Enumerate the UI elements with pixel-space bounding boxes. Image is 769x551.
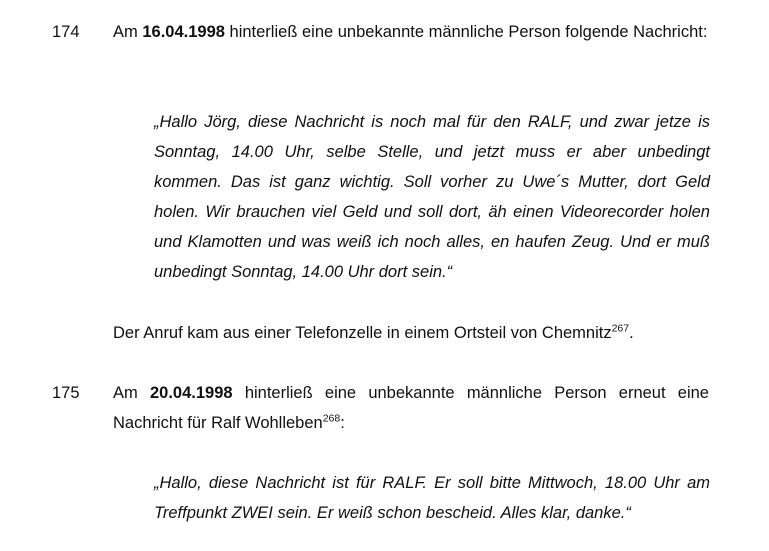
paragraph-174-note: [113, 318, 634, 348]
footnote-ref-267[interactable]: 267: [611, 322, 630, 335]
paragraph-number-175: 175: [52, 384, 80, 402]
paragraph-174-intro-after: hinterließ eine unbekannte männliche Person folgende Nachricht:: [229, 23, 708, 41]
paragraph-175-intro: [113, 378, 709, 438]
paragraph-174-note-end: .: [629, 324, 634, 342]
paragraph-174-date: 16.04.1998: [142, 23, 225, 41]
paragraph-174-quote: „Hallo Jörg, diese Nachricht is noch mal für den RALF, und zwar jetze is Sonntag, 14.00 Uhr, selbe Stelle, und jetzt muss er aber unbedingt kommen. Das ist ganz wichtig. Soll vorher zu Uwe´s Mutter, dort Geld holen. Wir brauchen viel Geld und soll dort, äh einen Videorecorder holen und Klamotten und was weiß ich noch alles, en haufen Zeug. Und er muß unbedingt Sonntag, 14.00 Uhr dort sein.“: [154, 113, 710, 281]
paragraph-174-intro: [113, 17, 709, 47]
paragraph-175-intro-after: hinterließ eine unbekannte männliche Person erneut eine Nachricht für Ralf Wohlleben: [113, 384, 709, 432]
paragraph-174-intro-before: Am: [113, 23, 138, 41]
paragraph-175-intro-before: Am: [113, 384, 138, 402]
paragraph-number-174: 174: [52, 23, 80, 41]
footnote-ref-268[interactable]: 268: [322, 412, 341, 425]
paragraph-175-date: 20.04.1998: [149, 384, 233, 402]
paragraph-175-quote: „Hallo, diese Nachricht ist für RALF. Er soll bitte Mittwoch, 18.00 Uhr am Treffpunkt ZWEI sein. Er weiß schon bescheid. Alles klar, danke.“: [154, 474, 710, 522]
paragraph-175-intro-end: :: [340, 414, 345, 432]
paragraph-174-note-text: Der Anruf kam aus einer Telefonzelle in einem Ortsteil von Chemnitz: [113, 324, 612, 342]
